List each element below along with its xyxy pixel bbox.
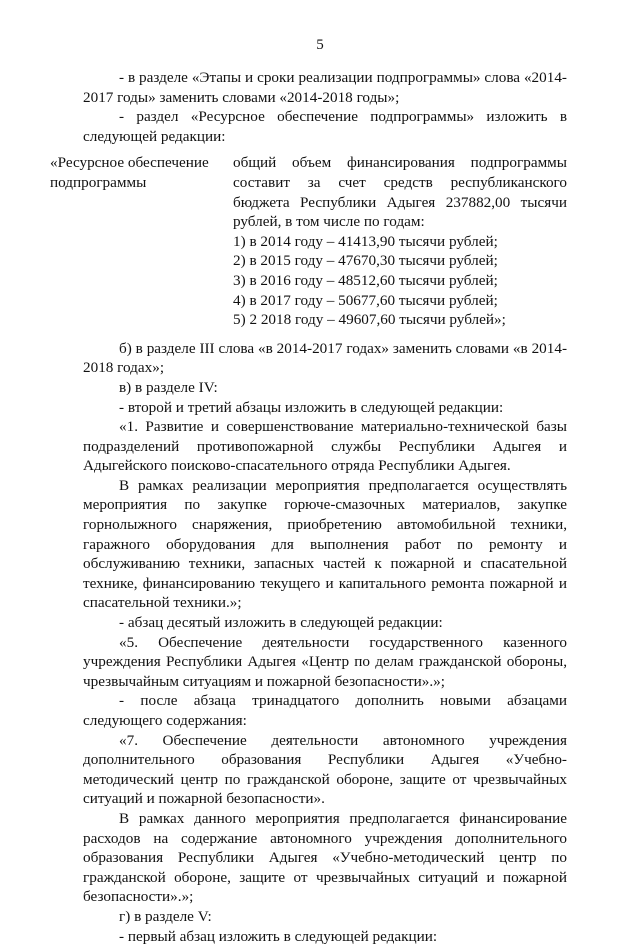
page-number: 5 <box>316 37 324 53</box>
paragraph: - после абзаца тринадцатого дополнить новыми абзацами следующего содержания: <box>83 692 567 729</box>
resource-year: 3) в 2016 году – 48512,60 тысячи рублей; <box>233 271 498 289</box>
document-body <box>50 68 567 946</box>
paragraph: - в разделе «Этапы и сроки реализации подпрограммы» слова «2014-2017 годы» заменить словами «2014-2018 годы»; <box>83 69 567 106</box>
paragraph: г) в разделе V: <box>119 907 212 925</box>
paragraph: В рамках реализации мероприятия предполагается осуществлять мероприятия по закупке горюче-смазочных материалов, закупке горнолыжного снаряжения, приобретению автомобильной техники, гаражного оборудования для выполнения работ по ремонту и обслуживанию техники, запасных частей к пожарной и спасательной технике, финансированию текущего и капитального ремонта пожарной и спасательной техники.»; <box>83 476 567 612</box>
paragraph: б) в разделе III слова «в 2014-2017 годах» заменить словами «в 2014-2018 годах»; <box>83 339 567 377</box>
paragraph: В рамках данного мероприятия предполагается финансирование расходов на содержание автономного учреждения дополнительного образования Республики Адыгея «Учебно-методический центр по гражданской обороне, защите от чрезвычайных ситуаций и пожарной безопасности».»; <box>83 809 567 906</box>
resource-block <box>50 153 567 329</box>
paragraph: «7. Обеспечение деятельности автономного учреждения дополнительного образования Республики Адыгея «Учебно-методический центр по гражданской обороне, защите от чрезвычайных ситуаций и пожарной безопасности». <box>83 731 567 808</box>
resource-intro: общий объем финансирования подпрограммы составит за счет средств республиканского бюджета Республики Адыгея 237882,00 тысячи рублей, в том числе по годам: <box>233 154 567 231</box>
resource-year: 2) в 2015 году – 47670,30 тысячи рублей; <box>233 252 498 270</box>
paragraph: в) в разделе IV: <box>119 378 218 396</box>
paragraph: - второй и третий абзацы изложить в следующей редакции: <box>119 398 504 416</box>
resource-year: 4) в 2017 году – 50677,60 тысячи рублей; <box>233 291 498 309</box>
resource-year: 1) в 2014 году – 41413,90 тысячи рублей; <box>233 232 498 250</box>
paragraph: «5. Обеспечение деятельности государственного казенного учреждения Республики Адыгея «Центр по делам гражданской обороны, чрезвычайным ситуациям и пожарной безопасности».»; <box>83 633 567 690</box>
paragraph: «1. Развитие и совершенствование материально-технической базы подразделений противопожарной службы Республики Адыгея и Адыгейского поисково-спасательного отряда Республики Адыгея. <box>83 418 567 475</box>
paragraph: - первый абзац изложить в следующей редакции: <box>119 927 438 945</box>
resource-label: «Ресурсное обеспечение подпрограммы <box>50 154 209 191</box>
paragraph: - абзац десятый изложить в следующей редакции: <box>119 614 443 632</box>
resource-year: 5) 2 2018 году – 49607,60 тысячи рублей»; <box>233 311 506 329</box>
resource-content <box>233 153 567 329</box>
paragraph: - раздел «Ресурсное обеспечение подпрограммы» изложить в следующей редакции: <box>83 108 567 145</box>
